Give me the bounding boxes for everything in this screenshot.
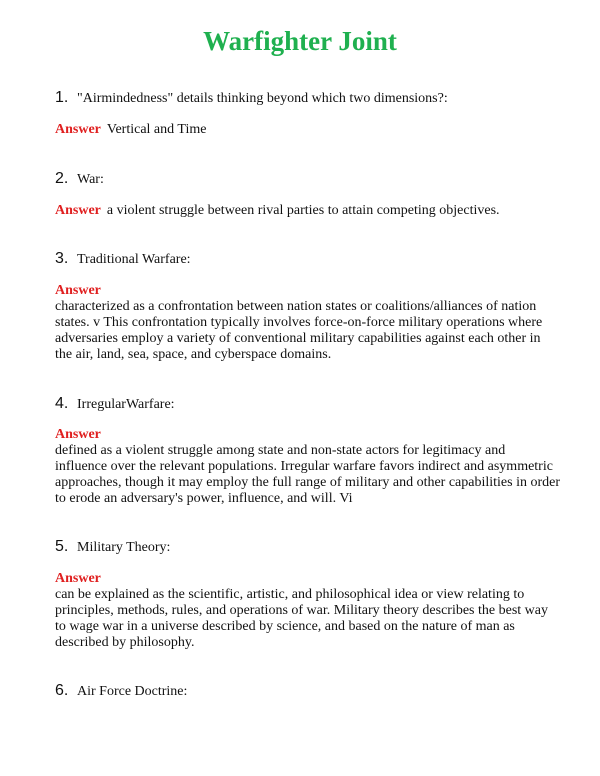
question-text: IrregularWarfare: bbox=[77, 397, 175, 412]
question-number: 1. bbox=[55, 89, 69, 106]
answer-text: a violent struggle between rival parties to attain competing objectives. bbox=[106, 203, 500, 218]
question-3 bbox=[55, 251, 191, 268]
question-number: 4. bbox=[55, 395, 69, 412]
answer-2 bbox=[55, 203, 500, 219]
question-number: 3. bbox=[55, 250, 69, 267]
answer-label: Answer bbox=[55, 203, 101, 218]
answer-label: Answer bbox=[55, 122, 101, 137]
question-4 bbox=[55, 396, 175, 413]
question-number: 5. bbox=[55, 538, 69, 555]
page-title: Warfighter Joint bbox=[203, 26, 397, 56]
answer-text: defined as a violent struggle among state and non-state actors for legitimacy and influence over the relevant populations. Irregular warfare favors indirect and asymmetric approaches, though it may employ the full range of military and other capabilities in order to erode an adversary's power, influence, and will. Vi bbox=[55, 443, 561, 506]
question-6 bbox=[55, 683, 187, 700]
question-5 bbox=[55, 539, 170, 556]
question-2 bbox=[55, 171, 104, 188]
question-text: "Airmindedness" details thinking beyond which two dimensions?: bbox=[77, 91, 448, 106]
question-number: 6. bbox=[55, 682, 69, 699]
answer-text: characterized as a confrontation between nation states or coalitions/alliances of nation states. v This confrontation typically involves force-on-force military operations where adversaries employ a variety of conventional military capabilities against each other in the air, land, sea, space, and cyberspace domains. bbox=[55, 299, 543, 362]
answer-5 bbox=[55, 571, 560, 651]
answer-label: Answer bbox=[55, 571, 101, 586]
answer-label: Answer bbox=[55, 283, 101, 298]
question-text: Air Force Doctrine: bbox=[77, 684, 188, 699]
question-text: Traditional Warfare: bbox=[77, 252, 191, 267]
answer-3 bbox=[55, 283, 560, 363]
answer-1 bbox=[55, 122, 206, 138]
question-text: Military Theory: bbox=[77, 540, 171, 555]
answer-label: Answer bbox=[55, 427, 101, 442]
answer-text: Vertical and Time bbox=[106, 122, 207, 137]
answer-text: can be explained as the scientific, artistic, and philosophical idea or view relating to principles, methods, rules, and operations of war. Military theory describes the best way to wage war in a universe described by science, and based on the nature of man as described by philosophy. bbox=[55, 587, 548, 650]
question-1 bbox=[55, 90, 448, 107]
question-number: 2. bbox=[55, 170, 69, 187]
answer-4 bbox=[55, 427, 560, 507]
question-text: War: bbox=[77, 172, 104, 187]
